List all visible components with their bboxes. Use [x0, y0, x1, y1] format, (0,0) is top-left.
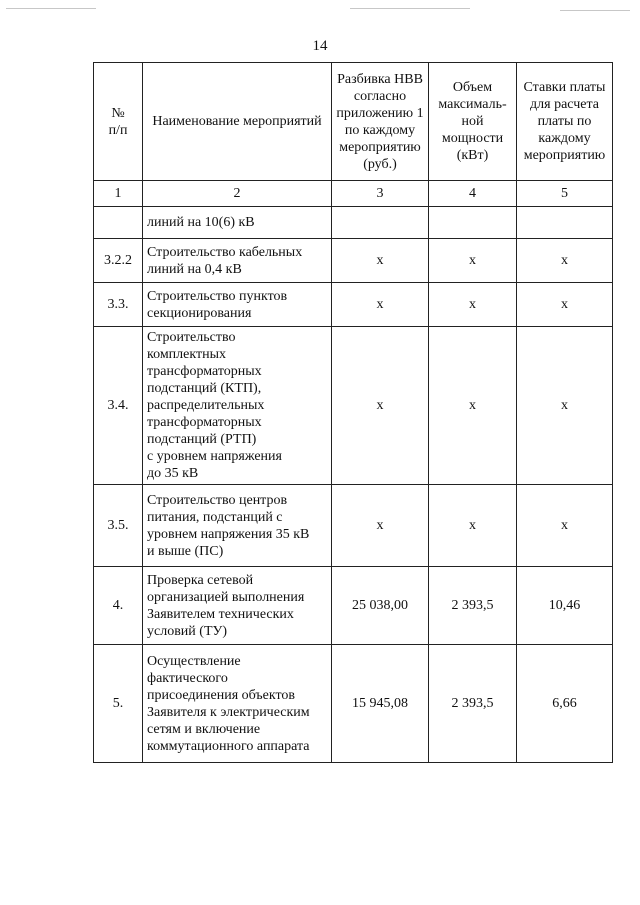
- scan-artifact: [350, 8, 470, 9]
- header-name: Наименование мероприятий: [143, 63, 332, 181]
- table-row: [94, 567, 613, 645]
- row-rate: х: [517, 485, 613, 567]
- table-row: [94, 207, 613, 239]
- row-nvv: х: [332, 327, 429, 485]
- row-nvv: 25 038,00: [332, 567, 429, 645]
- scan-artifact: [560, 10, 630, 11]
- column-number: 3: [332, 181, 429, 207]
- row-number: 5.: [94, 645, 143, 763]
- header-power: Объем максималь- ной мощности (кВт): [429, 63, 517, 181]
- row-nvv: х: [332, 283, 429, 327]
- row-rate: 6,66: [517, 645, 613, 763]
- row-rate: [517, 207, 613, 239]
- table-row: [94, 283, 613, 327]
- row-name: линий на 10(6) кВ: [143, 207, 332, 239]
- row-nvv: 15 945,08: [332, 645, 429, 763]
- header-nvv: Разбивка НВВ согласно приложению 1 по каждому мероприятию (руб.): [332, 63, 429, 181]
- row-power: [429, 207, 517, 239]
- row-rate: 10,46: [517, 567, 613, 645]
- row-name: Проверка сетевой организацией выполнения Заявителем технических условий (ТУ): [143, 567, 332, 645]
- column-number-row: [94, 181, 613, 207]
- row-power: х: [429, 239, 517, 283]
- row-number: 3.3.: [94, 283, 143, 327]
- row-name: Строительство кабельных линий на 0,4 кВ: [143, 239, 332, 283]
- row-number: 3.2.2: [94, 239, 143, 283]
- row-number: 3.4.: [94, 327, 143, 485]
- column-number: 1: [94, 181, 143, 207]
- row-number: 3.5.: [94, 485, 143, 567]
- row-name: Осуществление фактического присоединения объектов Заявителя к электрическим сетям и включение коммутационного аппарата: [143, 645, 332, 763]
- table-row: [94, 239, 613, 283]
- row-power: х: [429, 283, 517, 327]
- row-name: Строительство центров питания, подстанций с уровнем напряжения 35 кВ и выше (ПС): [143, 485, 332, 567]
- row-number: [94, 207, 143, 239]
- table-row: [94, 645, 613, 763]
- table-row: [94, 485, 613, 567]
- row-name: Строительство пунктов секционирования: [143, 283, 332, 327]
- row-power: х: [429, 485, 517, 567]
- row-nvv: х: [332, 485, 429, 567]
- scan-artifact: [6, 8, 96, 9]
- row-rate: х: [517, 239, 613, 283]
- row-power: 2 393,5: [429, 645, 517, 763]
- page-number: 14: [312, 38, 328, 54]
- row-nvv: [332, 207, 429, 239]
- row-power: 2 393,5: [429, 567, 517, 645]
- column-number: 5: [517, 181, 613, 207]
- header-rate: Ставки платы для расчета платы по каждому мероприятию: [517, 63, 613, 181]
- header-num: № п/п: [94, 63, 143, 181]
- row-rate: х: [517, 283, 613, 327]
- row-nvv: х: [332, 239, 429, 283]
- row-rate: х: [517, 327, 613, 485]
- row-number: 4.: [94, 567, 143, 645]
- header-row: [94, 63, 613, 181]
- column-number: 4: [429, 181, 517, 207]
- table-row: [94, 327, 613, 485]
- column-number: 2: [143, 181, 332, 207]
- row-name: Строительство комплектных трансформаторных подстанций (КТП), распределительных трансформаторных подстанций (РТП) с уровнем напряжения до 35 кВ: [143, 327, 332, 485]
- tariff-table: [93, 62, 613, 763]
- row-power: х: [429, 327, 517, 485]
